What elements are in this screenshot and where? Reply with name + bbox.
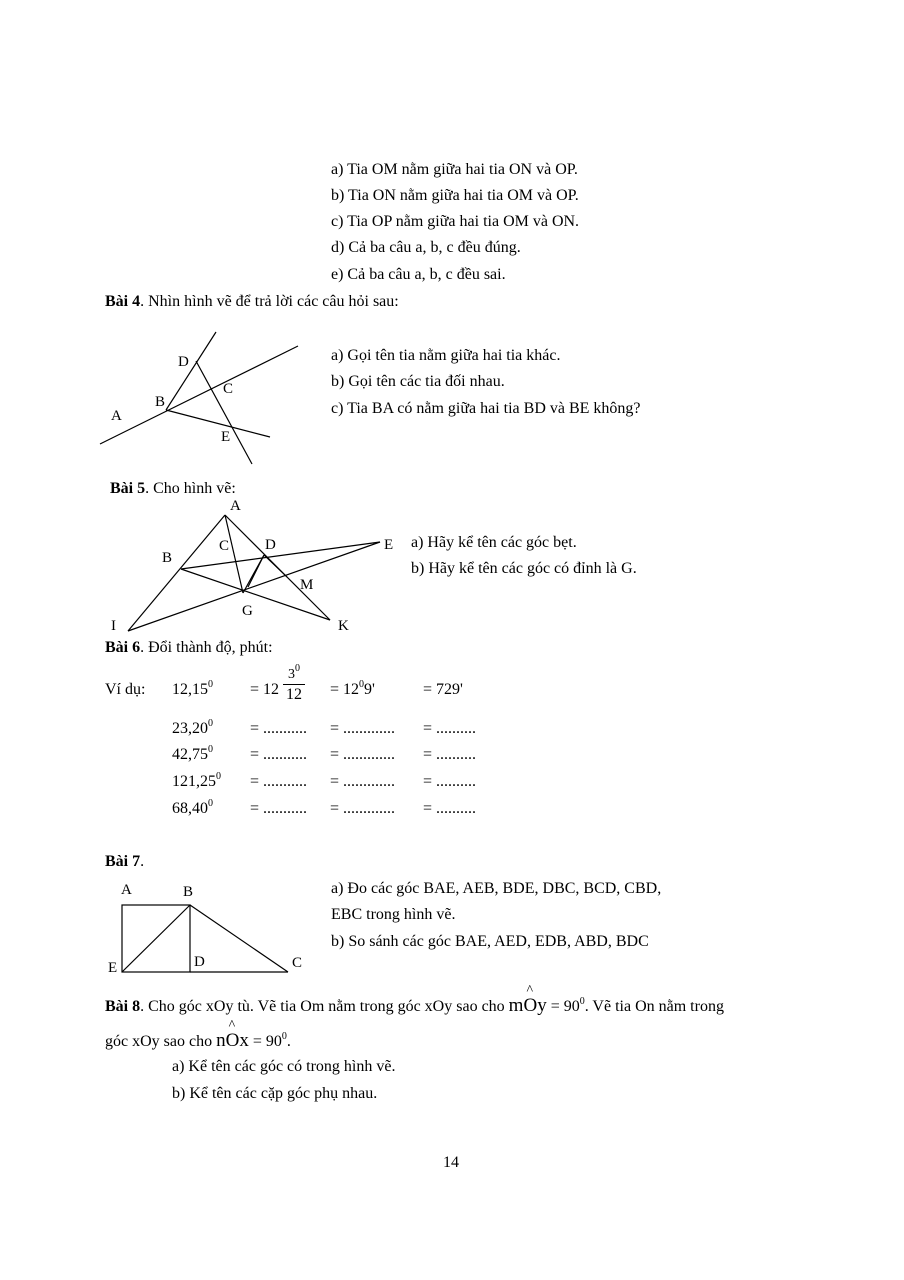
bai4-question-b: b) Gọi tên các tia đối nhau. bbox=[331, 373, 505, 390]
bai5-point-G: G bbox=[242, 603, 253, 619]
bai3-option-a: a) Tia OM nằm giữa hai tia ON và OP. bbox=[331, 161, 578, 178]
bai6-text: . Đổi thành độ, phút: bbox=[140, 639, 273, 656]
bai8-line-1: Bài 8. Cho góc xOy tù. Vẽ tia Om nằm trong góc xOy sao cho m^ $Oy = 90^0$. Vẽ tia On nằm trong bbox=[105, 996, 724, 1015]
bai5-point-D: D bbox=[265, 537, 276, 553]
bai6-example-eq3: = 729' bbox=[423, 681, 463, 698]
bai5-question-b: b) Hãy kể tên các góc có đỉnh là G. bbox=[411, 560, 637, 577]
angle-hat: ^ O bbox=[226, 1031, 240, 1050]
bai7-point-A: A bbox=[121, 882, 132, 898]
bai5-question-a: a) Hãy kể tên các góc bẹt. bbox=[411, 534, 577, 551]
bai5-text: . Cho hình vẽ: bbox=[145, 480, 236, 497]
bai3-option-b: b) Tia ON nằm giữa hai tia OM và OP. bbox=[331, 187, 579, 204]
bai6-example-label: Ví dụ: bbox=[105, 681, 146, 698]
bai6-row-2-value: 42,75$^0$ bbox=[172, 744, 213, 763]
bai5-point-E: E bbox=[384, 537, 394, 553]
bai6-row-4-blank1: = ........... bbox=[250, 800, 308, 817]
bai5-point-K: K bbox=[338, 618, 349, 634]
fraction-denominator: 12 bbox=[286, 686, 302, 703]
fraction-numerator: $3^0$ bbox=[288, 663, 300, 682]
bai4-point-E: E bbox=[221, 429, 231, 445]
bai6-row-3-blank1: = ........... bbox=[250, 773, 308, 790]
bai6-row-1-blank3: = .......... bbox=[423, 720, 477, 737]
bai4-point-C: C bbox=[223, 381, 234, 397]
bai3-option-c: c) Tia OP nằm giữa hai tia OM và ON. bbox=[331, 213, 580, 230]
bai4-question-a: a) Gọi tên tia nằm giữa hai tia khác. bbox=[331, 347, 561, 364]
bai6-row-1-blank1: = ........... bbox=[250, 720, 308, 737]
bai7-label: Bài 7 bbox=[105, 853, 141, 870]
bai7-point-B: B bbox=[183, 884, 194, 900]
bai4-text: . Nhìn hình vẽ để trả lời các câu hỏi sau: bbox=[140, 293, 399, 310]
bai8-item-a: a) Kể tên các góc có trong hình vẽ. bbox=[172, 1058, 396, 1075]
bai4-label: Bài 4 bbox=[105, 293, 141, 310]
bai5-point-M: M bbox=[300, 577, 314, 593]
bai4-point-D: D bbox=[178, 354, 189, 370]
bai4-question-c: c) Tia BA có nằm giữa hai tia BD và BE không? bbox=[331, 400, 641, 417]
bai5-point-I: I bbox=[111, 618, 116, 634]
bai7-point-E: E bbox=[108, 960, 118, 976]
bai3-option-e: e) Cả ba câu a, b, c đều sai. bbox=[331, 266, 506, 283]
bai7-line-EB bbox=[122, 905, 190, 972]
bai4-point-B: B bbox=[155, 394, 166, 410]
bai5-label: Bài 5 bbox=[110, 480, 146, 497]
bai6-row-3-value: 121,25$^0$ bbox=[172, 771, 221, 790]
bai6-example-number: 12,15 bbox=[172, 681, 208, 698]
bai4-point-A: A bbox=[111, 408, 122, 424]
bai8-label: Bài 8 bbox=[105, 998, 141, 1015]
bai5-point-C: C bbox=[219, 538, 230, 554]
bai7-point-D: D bbox=[194, 954, 205, 970]
bai8-line-2: góc xOy sao cho n^ $Ox = 90^0$. bbox=[105, 1031, 291, 1050]
angle-hat: ^ O bbox=[523, 996, 537, 1015]
bai6-row-2-blank3: = .......... bbox=[423, 746, 477, 763]
bai6-row-4-blank3: = .......... bbox=[423, 800, 477, 817]
bai5-point-B: B bbox=[162, 550, 173, 566]
bai6-row-4-value: 68,40$^0$ bbox=[172, 798, 213, 817]
bai6-row-1-value: 23,20$^0$ bbox=[172, 718, 213, 737]
bai7-text: . bbox=[140, 853, 145, 870]
bai7-question-b: b) So sánh các góc BAE, AED, EDB, ABD, BDC bbox=[331, 933, 649, 950]
bai6-row-3-blank3: = .......... bbox=[423, 773, 477, 790]
bai7-question-a: a) Đo các góc BAE, AEB, BDE, DBC, BCD, CBD, bbox=[331, 880, 662, 897]
bai7-question-a-cont: EBC trong hình vẽ. bbox=[331, 906, 456, 923]
bai6-row-3-blank2: = ............. bbox=[330, 773, 396, 790]
bai6-example-eq1: = 12 bbox=[250, 681, 280, 698]
page-number: 14 bbox=[443, 1154, 459, 1171]
bai6-row-1-blank2: = ............. bbox=[330, 720, 396, 737]
bai8-item-b: b) Kể tên các cặp góc phụ nhau. bbox=[172, 1085, 378, 1102]
bai6-label: Bài 6 bbox=[105, 639, 141, 656]
bai6-row-2-blank2: = ............. bbox=[330, 746, 396, 763]
bai7-point-C: C bbox=[292, 955, 303, 971]
bai5-point-A: A bbox=[230, 498, 241, 514]
degree-sign: 0 bbox=[208, 679, 213, 690]
bai6-example-eq2: = $12^09'$ bbox=[330, 679, 375, 698]
bai3-option-d: d) Cả ba câu a, b, c đều đúng. bbox=[331, 239, 521, 256]
bai6-row-2-blank1: = ........... bbox=[250, 746, 308, 763]
bai6-row-4-blank2: = ............. bbox=[330, 800, 396, 817]
